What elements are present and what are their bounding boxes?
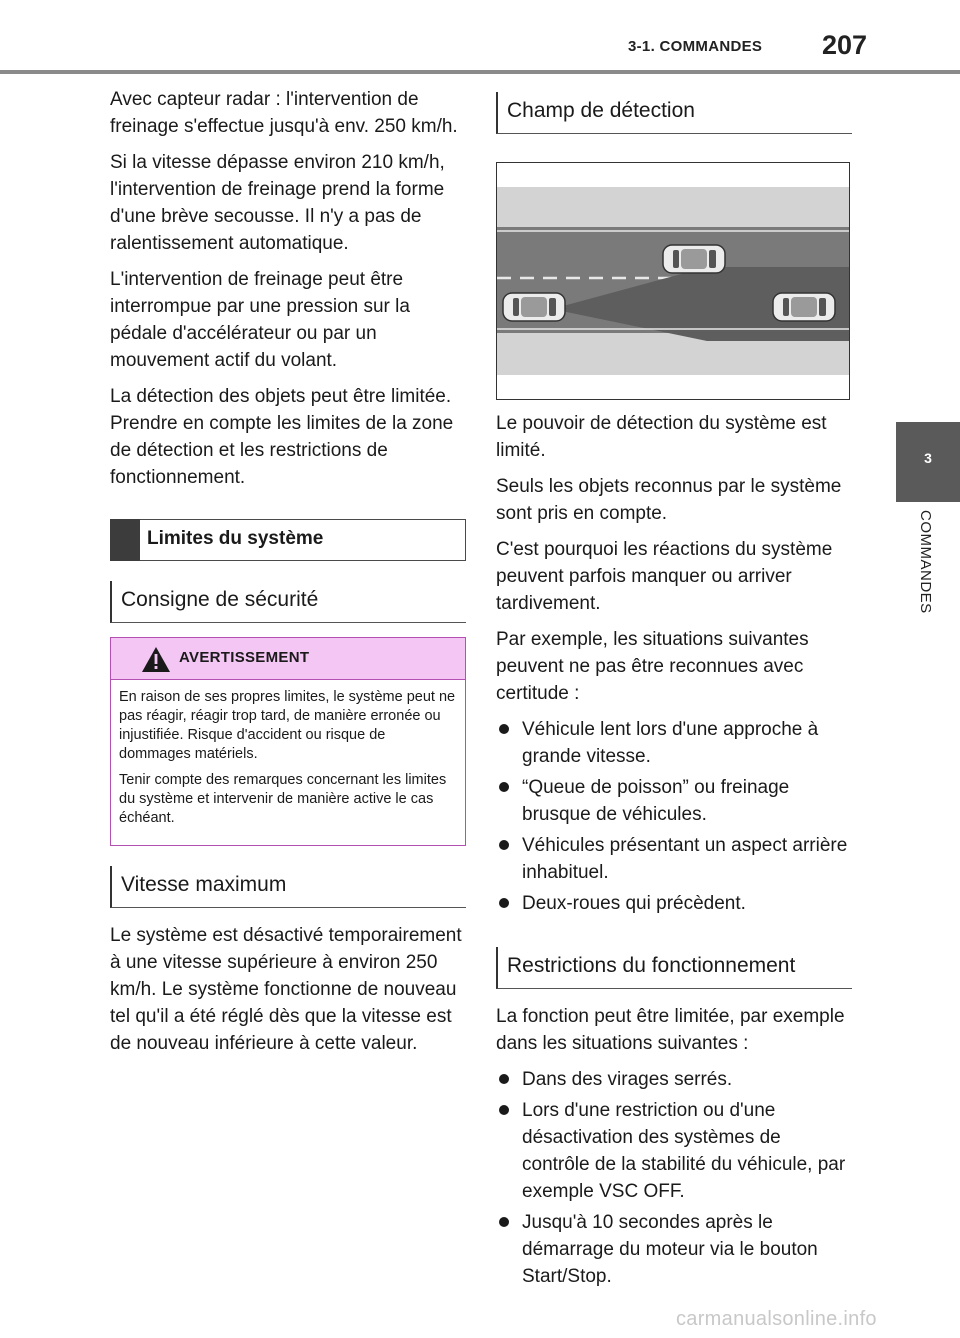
paragraph: Le système est désactivé temporairement à une vitesse supérieure à environ 250 km/h. Le système fonctionne de nouveau tel qu'il a été réglé dès que la vitesse est de nouveau inférieure à cette valeur. <box>110 925 462 1054</box>
warning-title: AVERTISSEMENT <box>179 649 310 666</box>
warning-box <box>110 637 466 846</box>
paragraph: La fonction peut être limitée, par exemple dans les situations suivantes : <box>496 1006 845 1054</box>
subsection-heading: Restrictions du fonctionnement <box>496 947 852 989</box>
list-item: Véhicules présentant un aspect arrière inhabituel. <box>496 832 852 886</box>
car-icon <box>503 293 565 321</box>
paragraph: L'intervention de freinage peut être interrompue par une pression sur la pédale d'accélérateur ou par un mouvement actif du volant. <box>110 269 410 371</box>
list-item: Jusqu'à 10 secondes après le démarrage du moteur via le bouton Start/Stop. <box>496 1209 852 1290</box>
list-item: Véhicule lent lors d'une approche à grande vitesse. <box>496 716 852 770</box>
subsection-heading: Vitesse maximum <box>110 866 466 908</box>
running-header-section: 3-1. COMMANDES <box>628 38 763 55</box>
chapter-tab-number: 3 <box>924 450 932 466</box>
car-icon <box>663 245 725 273</box>
warning-paragraph: Tenir compte des remarques concernant les limites du système et intervenir de manière active le cas échéant. <box>119 772 447 826</box>
warning-header <box>111 638 465 680</box>
list-item: Deux-roues qui précèdent. <box>496 890 852 917</box>
list-item: Lors d'une restriction ou d'une désactivation des systèmes de contrôle de la stabilité du véhicule, par exemple VSC OFF. <box>496 1097 852 1205</box>
paragraph: Si la vitesse dépasse environ 210 km/h, l'intervention de freinage prend la forme d'une brève secousse. Il n'y a pas de ralentissement automatique. <box>110 152 445 254</box>
detection-field-illustration <box>497 163 850 400</box>
list-item: “Queue de poisson” ou freinage brusque de véhicules. <box>496 774 852 828</box>
bullet-list <box>496 716 852 917</box>
chapter-tab[interactable] <box>896 422 960 502</box>
paragraph: Seuls les objets reconnus par le système sont pris en compte. <box>496 476 842 524</box>
right-column <box>496 92 852 1298</box>
subsection-heading: Champ de détection <box>496 92 852 134</box>
page-number: 207 <box>822 30 868 60</box>
chapter-tab-label: COMMANDES <box>917 510 934 614</box>
paragraph: C'est pourquoi les réactions du système peuvent parfois manquer ou arriver tardivement. <box>496 539 833 614</box>
section-heading-bar <box>110 519 140 561</box>
list-item: Dans des virages serrés. <box>496 1066 852 1093</box>
header-divider <box>0 70 960 74</box>
section-heading-box <box>110 519 466 561</box>
subsection-heading: Consigne de sécurité <box>110 581 466 623</box>
bullet-list <box>496 1066 852 1290</box>
section-heading: Limites du système <box>147 528 324 549</box>
detection-field-figure <box>496 162 850 400</box>
paragraph: Par exemple, les situations suivantes peuvent ne pas être reconnues avec certitude : <box>496 629 809 704</box>
watermark: carmanualsonline.info <box>676 1308 877 1330</box>
paragraph: Avec capteur radar : l'intervention de freinage s'effectue jusqu'à env. 250 km/h. <box>110 89 458 137</box>
warning-paragraph: En raison de ses propres limites, le système peut ne pas réagir, réagir trop tard, de manière erronée ou injustifiée. Risque d'accident ou risque de dommages matériels. <box>119 689 456 762</box>
car-icon <box>773 293 835 321</box>
paragraph: La détection des objets peut être limitée. Prendre en compte les limites de la zone de détection et les restrictions de fonctionnement. <box>110 386 454 488</box>
warning-triangle-icon <box>141 646 171 673</box>
paragraph: Le pouvoir de détection du système est limité. <box>496 413 827 461</box>
warning-body <box>111 680 465 845</box>
left-column <box>110 86 466 1066</box>
